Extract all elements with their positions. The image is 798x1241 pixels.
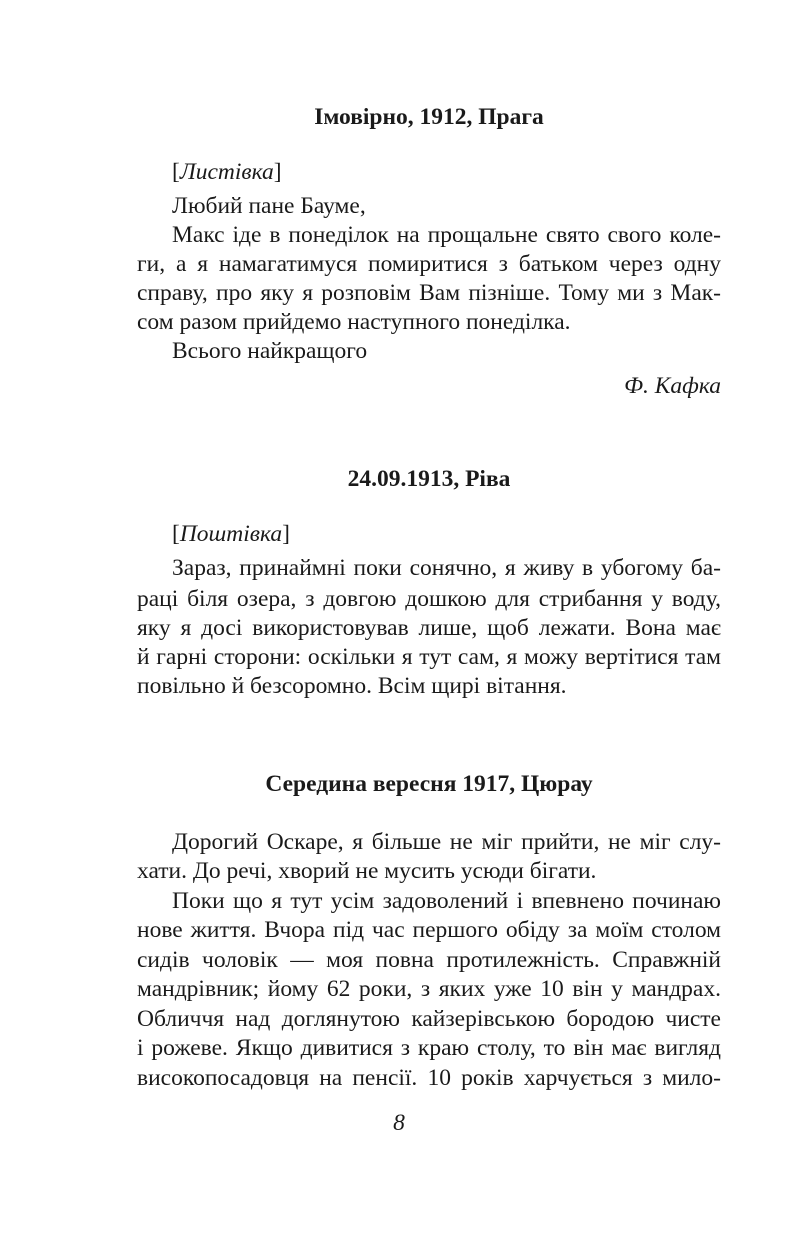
text-line: Любий пане Бауме,: [172, 193, 366, 219]
section-heading: Середина вересня 1917, Цюрау: [265, 771, 593, 797]
note-line: [137, 157, 721, 187]
section-heading: Імовірно, 1912, Прага: [314, 104, 544, 130]
note-line: [137, 519, 721, 549]
text-line: раці біля озера, з довгою дошкою для стрибання у воду,: [137, 586, 721, 612]
text-line: хати. До речі, хворий не мусить усюди бігати.: [137, 858, 597, 884]
text-line: високопосадовця на пенсії. 10 років харчується з мило-: [137, 1065, 721, 1091]
bracket: [: [172, 521, 180, 547]
text-line: нове життя. Вчора під час першого обіду за моїм столом: [137, 917, 721, 943]
text-line: Обличчя над доглянутою кайзерівською бородою чисте: [137, 1006, 721, 1032]
text-line: сом разом прийдемо наступного понеділка.: [137, 309, 571, 335]
bracket: ]: [282, 521, 290, 547]
text-line: повільно й безсоромно. Всім щирі вітання.: [137, 673, 567, 699]
text-line: Зараз, принаймні поки сонячно, я живу в убогому ба-: [172, 555, 721, 581]
text-line: яку я досі використовував лише, щоб лежати. Вона має: [137, 615, 721, 641]
text-line: ги, а я намагатимуся помиритися з батьком через одну: [137, 251, 721, 277]
section-heading: 24.09.1913, Ріва: [347, 466, 511, 492]
bracket: ]: [273, 159, 282, 185]
page-number: 8: [393, 1110, 405, 1136]
text-line: і рожеве. Якщо дивитися з краю столу, то він має вигляд: [137, 1035, 721, 1061]
text-line: справу, про яку я розповім Вам пізніше. Тому ми з Мак-: [137, 280, 721, 306]
note-label: Поштівка: [179, 521, 283, 547]
text-line: й гарні сторони: оскільки я тут сам, я можу вертітися там: [137, 644, 721, 670]
text-line: Всього найкращого: [172, 338, 368, 364]
bracket: [: [172, 159, 180, 185]
signature: Ф. Кафка: [624, 373, 721, 399]
text-line: сидів чоловік — моя повна протилежність. Справжній: [137, 947, 721, 973]
text-line: Макс іде в понеділок на прощальне свято свого коле-: [172, 222, 721, 248]
text-line: Дорогий Оскаре, я більше не міг прийти, не міг слу-: [172, 829, 721, 855]
note-label: Листівка: [179, 159, 274, 185]
text-line: Поки що я тут усім задоволений і впевнено починаю: [172, 888, 721, 914]
text-line: мандрівник; йому 62 роки, з яких уже 10 він у мандрах.: [137, 976, 721, 1002]
